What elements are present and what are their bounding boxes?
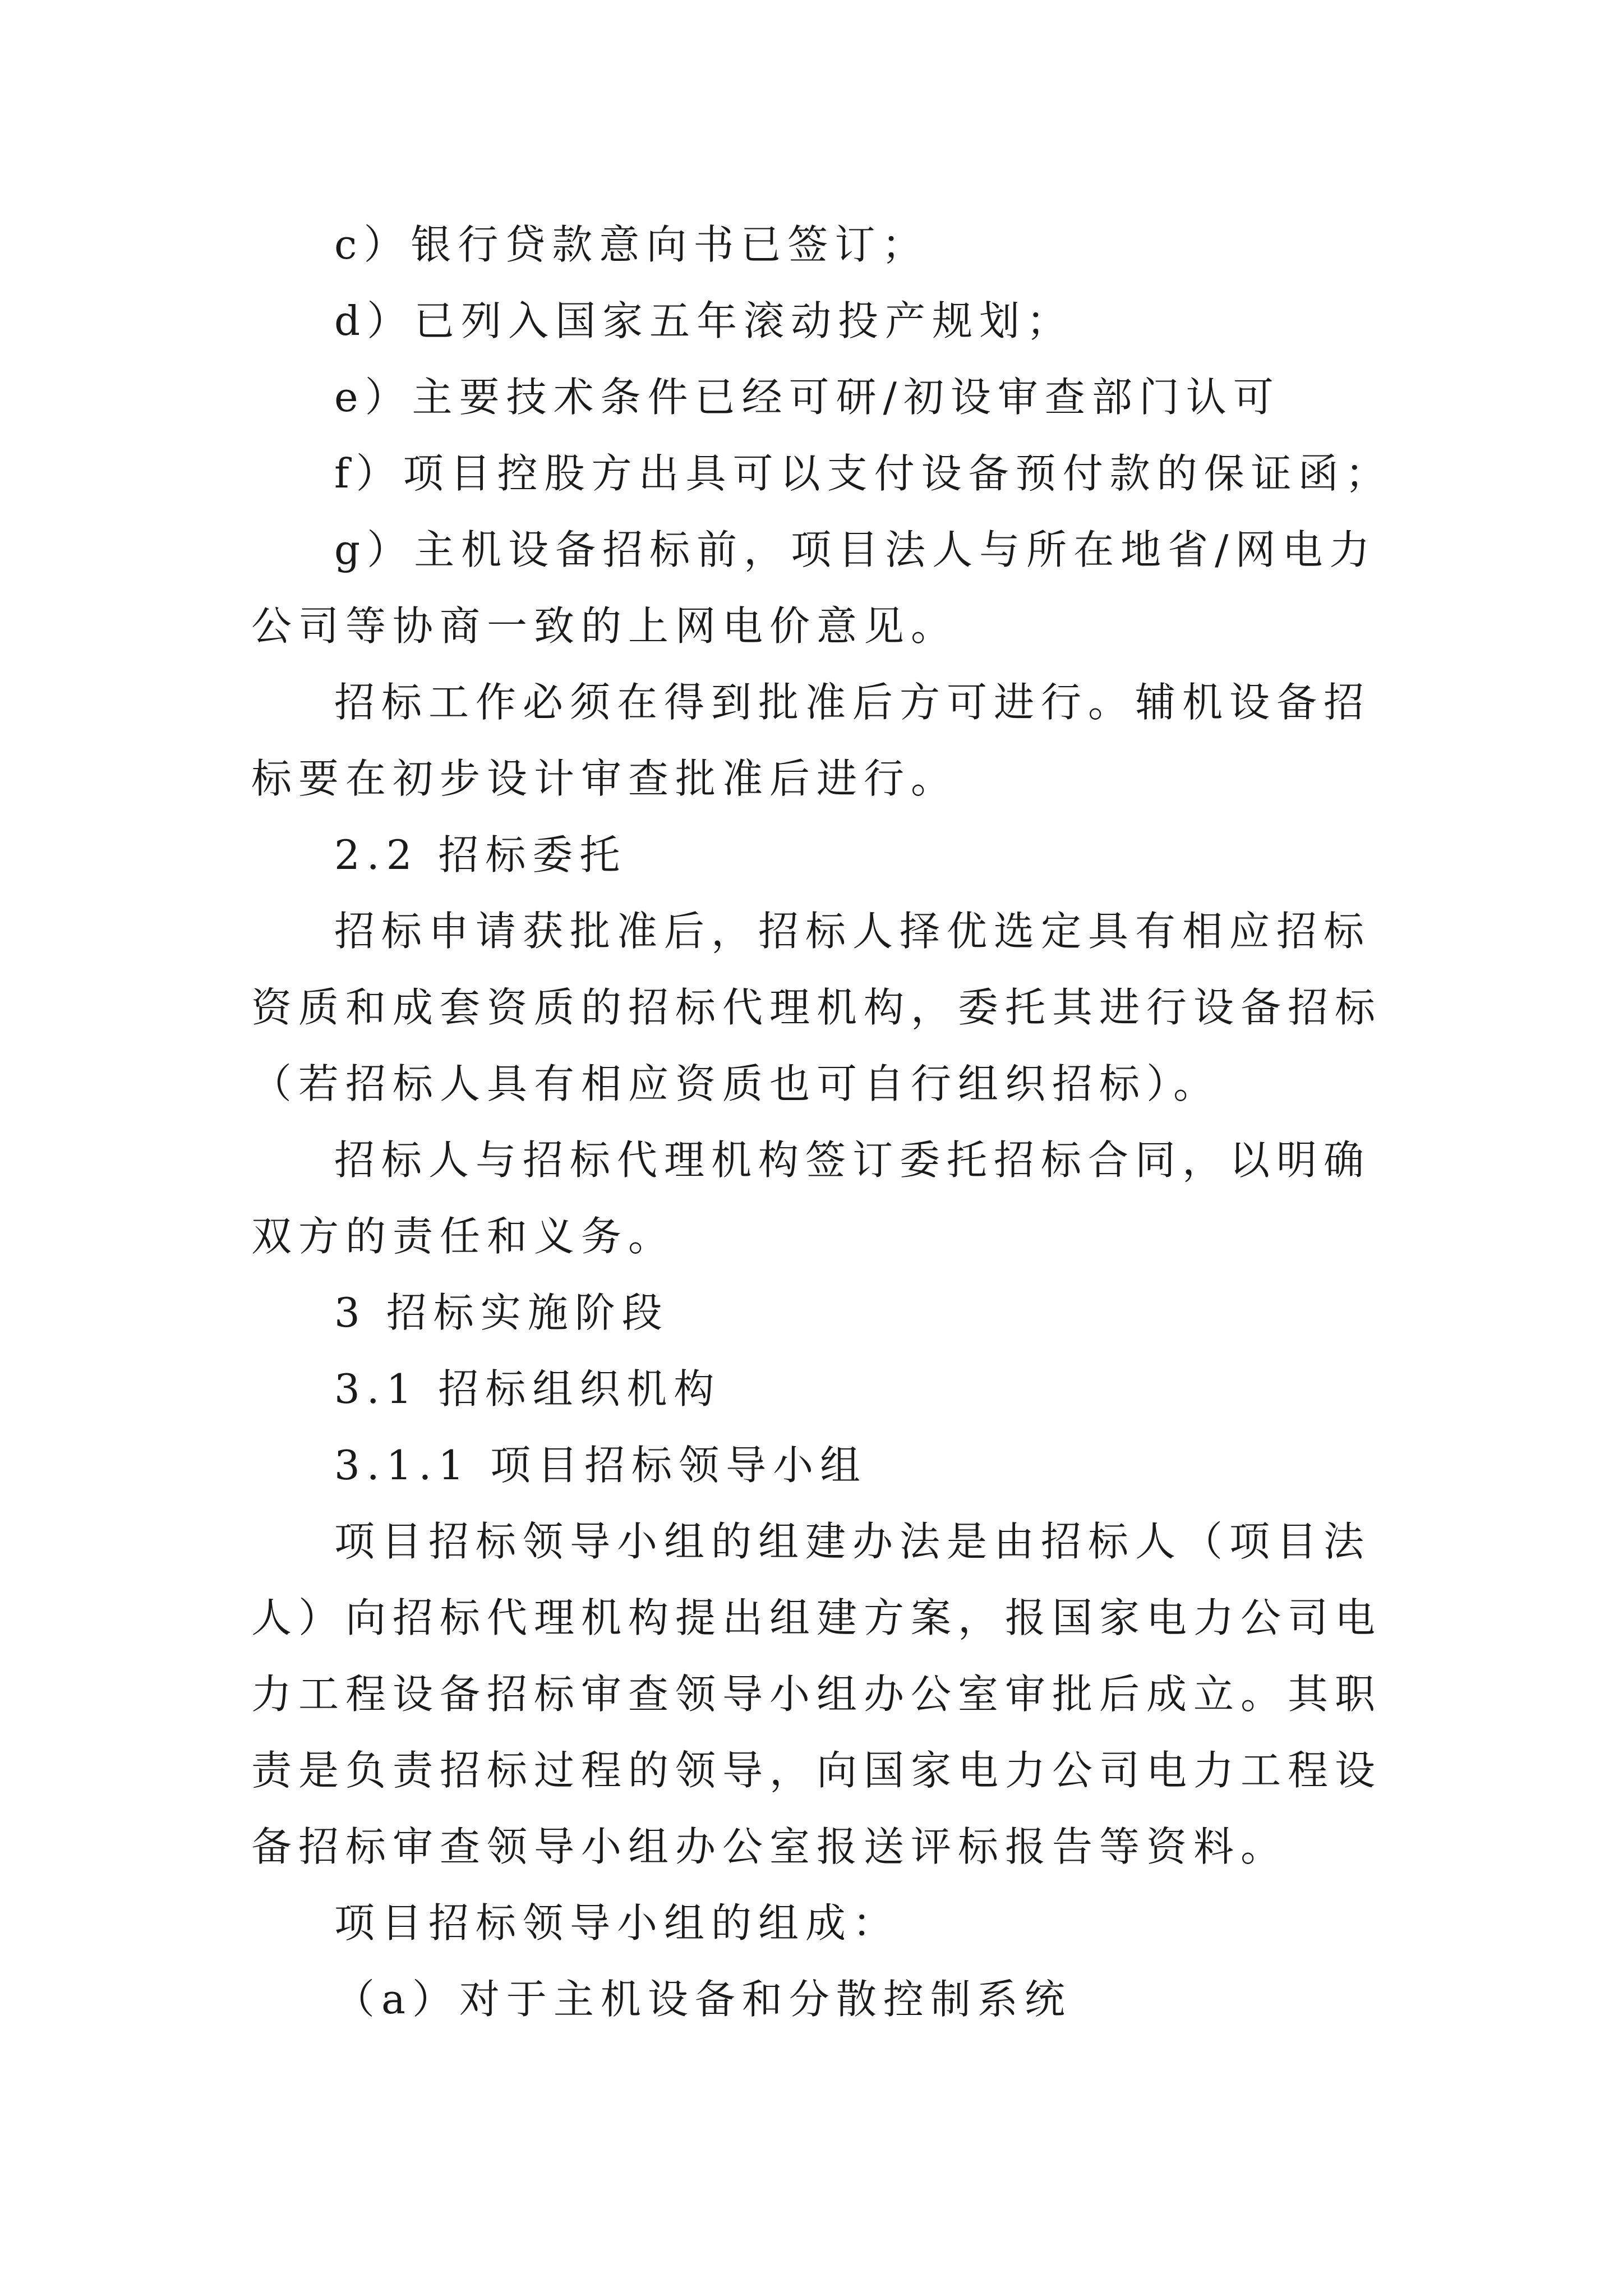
paragraph-approval: 招标工作必须在得到批准后方可进行。辅机设备招标要在初步设计审查批准后进行。 <box>251 679 1371 802</box>
document-body <box>251 206 1401 2037</box>
list-item-g: g）主机设备招标前，项目法人与所在地省/网电力公司等协商一致的上网电价意见。 <box>251 526 1377 650</box>
list-item-e: e）主要技术条件已经可研/初设审查部门认可 <box>334 374 1280 421</box>
section-heading-3-1: 3.1 招标组织机构 <box>334 1365 721 1412</box>
paragraph-group-composition: 项目招标领导小组的组成： <box>334 1899 900 1947</box>
section-heading-3-1-1: 3.1.1 项目招标领导小组 <box>334 1442 868 1489</box>
paragraph-agency-selection: 招标申请获批准后，招标人择优选定具有相应招标资质和成套资质的招标代理机构，委托其进行设备招标（若招标人具有相应资质也可自行组织招标）。 <box>251 908 1382 1107</box>
paragraph-contract: 招标人与招标代理机构签订委托招标合同，以明确双方的责任和义务。 <box>251 1137 1371 1260</box>
list-item-a: （a）对于主机设备和分散控制系统 <box>334 1976 1072 2023</box>
section-heading-3: 3 招标实施阶段 <box>334 1289 669 1336</box>
list-item-f: f）项目控股方出具可以支付设备预付款的保证函； <box>334 450 1393 497</box>
list-item-d: d）已列入国家五年滚动投产规划； <box>334 297 1074 344</box>
paragraph-leadership-group: 项目招标领导小组的组建办法是由招标人（项目法人）向招标代理机构提出组建方案，报国家电力公司电力工程设备招标审查领导小组办公室审批后成立。其职责是负责招标过程的领导，向国家电力公司电力工程设备招标审查领导小组办公室报送评标报告等资料。 <box>251 1518 1382 1870</box>
section-heading-2-2: 2.2 招标委托 <box>334 831 627 878</box>
list-item-c: c）银行贷款意向书已签订； <box>334 221 929 268</box>
